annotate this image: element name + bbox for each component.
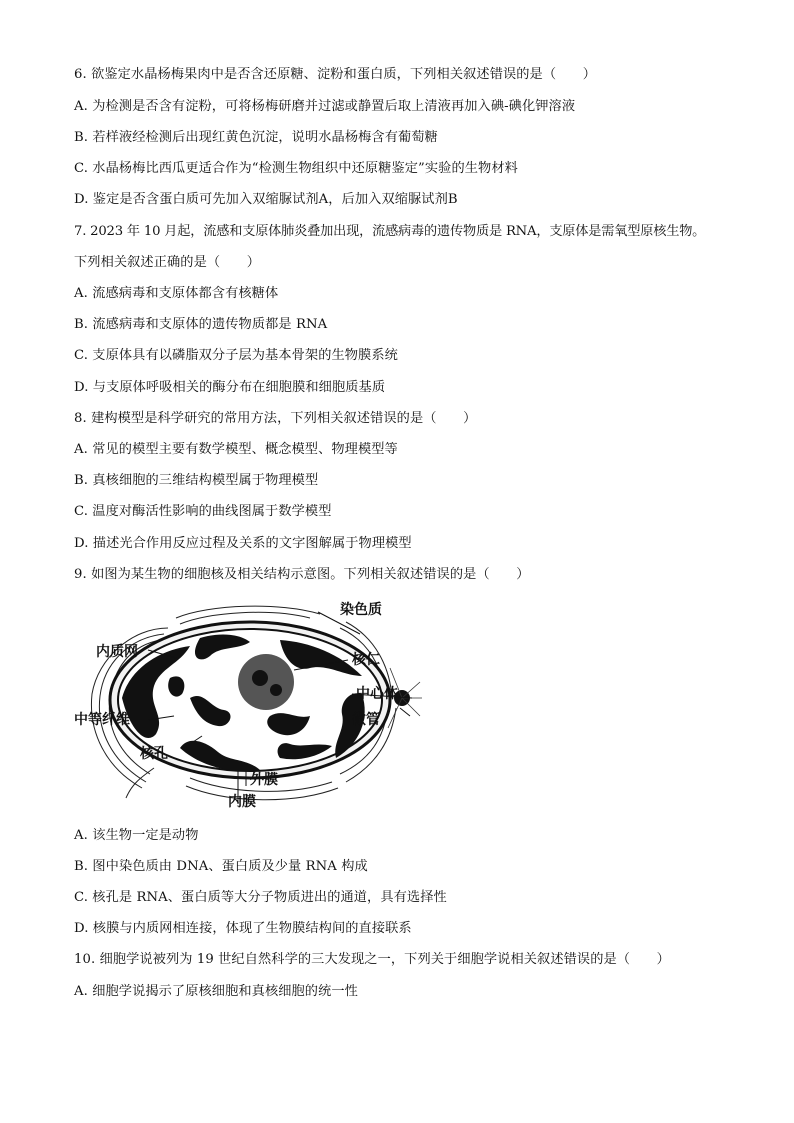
question-8-option-c: C. 温度对酶活性影响的曲线图属于数学模型 <box>74 504 332 519</box>
question-7-option-a: A. 流感病毒和支原体都含有核糖体 <box>74 286 279 301</box>
question-7-stem-line2: 下列相关叙述正确的是（ ） <box>74 255 261 270</box>
question-8-stem: 8. 建构模型是科学研究的常用方法，下列相关叙述错误的是（ ） <box>74 411 477 426</box>
question-7-option-b: B. 流感病毒和支原体的遗传物质都是 RNA <box>74 317 328 332</box>
question-7-option-d: D. 与支原体呼吸相关的酶分布在细胞膜和细胞质基质 <box>74 380 386 395</box>
question-8-option-d: D. 描述光合作用反应过程及关系的文字图解属于物理模型 <box>74 536 412 551</box>
label-centrosome: 中心体 <box>356 686 398 702</box>
label-outer-membrane: 外膜 <box>250 772 278 788</box>
question-6-option-c: C. 水晶杨梅比西瓜更适合作为“检测生物组织中还原糖鉴定”实验的生物材料 <box>74 161 518 176</box>
label-er: 内质网 <box>96 644 138 660</box>
question-10-stem: 10. 细胞学说被列为 19 世纪自然科学的三大发现之一，下列关于细胞学说相关叙述错误的是（ ） <box>74 952 670 967</box>
label-microtubule: 微管 <box>352 712 380 728</box>
question-9-stem: 9. 如图为某生物的细胞核及相关结构示意图。下列相关叙述错误的是（ ） <box>74 567 530 582</box>
question-6-option-d: D. 鉴定是否含蛋白质可先加入双缩脲试剂A，后加入双缩脲试剂B <box>74 192 458 207</box>
label-nucleolus: 核仁 <box>352 652 380 668</box>
question-7-option-c: C. 支原体具有以磷脂双分子层为基本骨架的生物膜系统 <box>74 348 398 363</box>
question-9-option-d: D. 核膜与内质网相连接，体现了生物膜结构间的直接联系 <box>74 921 412 936</box>
question-9-option-a: A. 该生物一定是动物 <box>74 828 199 843</box>
question-10-option-a: A. 细胞学说揭示了原核细胞和真核细胞的统一性 <box>74 984 358 999</box>
question-8-option-a: A. 常见的模型主要有数学模型、概念模型、物理模型等 <box>74 442 398 457</box>
label-inner-membrane: 内膜 <box>228 794 256 810</box>
question-6-option-b: B. 若样液经检测后出现红黄色沉淀，说明水晶杨梅含有葡萄糖 <box>74 130 438 145</box>
question-8-option-b: B. 真核细胞的三维结构模型属于物理模型 <box>74 473 319 488</box>
label-nuclear-pore: 核孔 <box>140 746 168 762</box>
label-intermediate-filament: 中等纤维 <box>74 712 130 728</box>
question-6-stem: 6. 欲鉴定水晶杨梅果肉中是否含还原糖、淀粉和蛋白质，下列相关叙述错误的是（ ） <box>74 67 596 82</box>
label-chromatin: 染色质 <box>340 602 382 618</box>
question-9-option-c: C. 核孔是 RNA、蛋白质等大分子物质进出的通道，具有选择性 <box>74 890 447 905</box>
nucleus-diagram <box>70 598 430 816</box>
question-6-option-a: A. 为检测是否含有淀粉，可将杨梅研磨并过滤或静置后取上清液再加入碘-碘化钾溶液 <box>74 99 576 114</box>
question-9-option-b: B. 图中染色质由 DNA、蛋白质及少量 RNA 构成 <box>74 859 368 874</box>
question-7-stem-line1: 7. 2023 年 10 月起，流感和支原体肺炎叠加出现，流感病毒的遗传物质是 RNA，支原体是需氧型原核生物。 <box>74 224 706 239</box>
